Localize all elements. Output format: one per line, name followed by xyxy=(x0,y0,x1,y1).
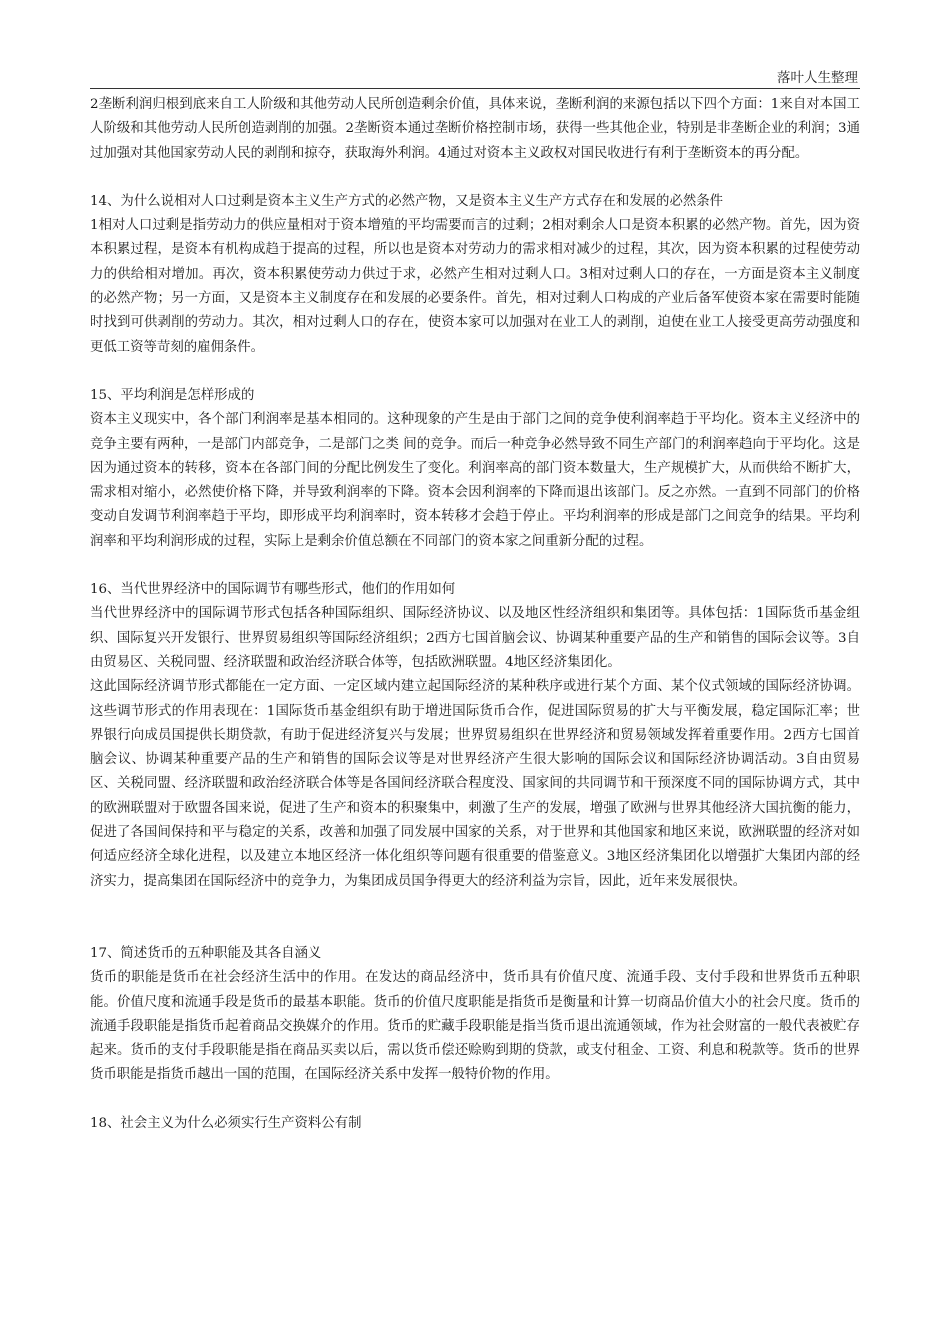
spacer xyxy=(90,894,860,942)
question-18-title: 18、社会主义为什么必须实行生产资料公有制 xyxy=(90,1115,362,1131)
spacer xyxy=(90,1088,860,1112)
question-17-title: 17、简述货币的五种职能及其各自涵义 xyxy=(90,945,322,961)
question-14-answer: 1相对人口过剩是指劳动力的供应量相对于资本增殖的平均需要而言的过剩；2相对剩余人口是资本积累的必然产物。首先，因为资本积累过程，是资本有机构成趋于提高的过程，所以也是资本对劳动力的需求相对减少的过程，其次，因为资本积累的过程使劳动力的供给相对增加。再次，资本积累使劳动力供过于求，必然产生相对过剩人口。3相对过剩人口的存在，一方面是资本主义制度的必然产物；另一方面，又是资本主义制度存在和发展的必要条件。首先，相对过剩人口构成的产业后备军使资本家在需要时能随时找到可供剥削的劳动力。其次，相对过剩人口的存在，使资本家可以加强对在业工人的剥削，迫使在业工人接受更高劳动强度和更低工资等苛刻的雇佣条件。 xyxy=(90,218,860,355)
intro-paragraph: 2垄断利润归根到底来自工人阶级和其他劳动人民所创造剩余价值，具体来说，垄断利润的来源包括以下四个方面：1来自对本国工人阶级和其他劳动人民所创造剥削的加强。2垄断资本通过垄断价格控制市场，获得一些其他企业，特别是非垄断企业的利润；3通过加强对其他国家劳动人民的剥削和掠夺，获取海外利润。4通过对资本主义政权对国民收进行有利于垄断资本的再分配。 xyxy=(90,97,860,161)
question-17-answer: 货币的职能是货币在社会经济生活中的作用。在发达的商品经济中，货币具有价值尺度、流通手段、支付手段和世界货币五种职能。价值尺度和流通手段是货币的最基本职能。货币的价值尺度职能是指货币是衡量和计算一切商品价值大小的社会尺度。货币的流通手段职能是指货币起着商品交换媒介的作用。货币的贮藏手段职能是指当货币退出流通领域，作为社会财富的一般代表被贮存起来。货币的支付手段职能是指在商品买卖以后，需以货币偿还赊购到期的贷款，或支付租金、工资、利息和税款等。货币的世界货币职能是指货币越出一国的范围，在国际经济关系中发挥一般特价物的作用。 xyxy=(90,970,860,1083)
question-14-title: 14、为什么说相对人口过剩是资本主义生产方式的必然产物，又是资本主义生产方式存在和发展的必然条件 xyxy=(90,193,724,209)
question-15-title: 15、平均利润是怎样形成的 xyxy=(90,387,255,403)
document-body xyxy=(90,93,860,1136)
spacer xyxy=(90,166,860,190)
question-16-answer-part-1: 当代世界经济中的国际调节形式包括各种国际组织、国际经济协议、以及地区性经济组织和集团等。具体包括：1国际货币基金组织、国际复兴开发银行、世界贸易组织等国际经济组织；2西方七国首脑会议、协调某种重要产品的生产和销售的国际会议等。3自由贸易区、关税同盟、经济联盟和政治经济联合体等，包括欧洲联盟。4地区经济集团化。 xyxy=(90,606,860,670)
question-16-answer-part-2: 这此国际经济调节形式都能在一定方面、一定区域内建立起国际经济的某种秩序或进行某个方面、某个仪式领域的国际经济协调。这些调节形式的作用表现在：1国际货币基金组织有助于增进国际货币合作，促进国际贸易的扩大与平衡发展，稳定国际汇率；世界银行向成员国提供长期贷款，有助于促进经济复兴与发展；世界贸易组织在世界经济和贸易领域发挥着重要作用。2西方七国首脑会议、协调某种重要产品的生产和销售的国际会议等是对世界经济产生很大影响的国际会议和国际经济协调活动。3自由贸易区、关税同盟、经济联盟和政治经济联合体等是各国间经济联合程度没、国家间的共同调节和干预深度不同的国际协调方式，其中的欧洲联盟对于欧盟各国来说，促进了生产和资本的积聚集中，刺激了生产的发展，增强了欧洲与世界其他经济大国抗衡的能力，促进了各国间保持和平与稳定的关系，改善和加强了同发展中国家的关系，对于世界和其他国家和地区来说，欧洲联盟的经济对如何适应经济全球化进程，以及建立本地区经济一体化组织等问题有很重要的借鉴意义。3地区经济集团化以增强扩大集团内部的经济实力，提高集团在国际经济中的竞争力，为集团成员国争得更大的经济利益为宗旨，因此，近年来发展很快。 xyxy=(90,679,860,889)
question-15-answer: 资本主义现实中，各个部门利润率是基本相同的。这种现象的产生是由于部门之间的竞争使利润率趋于平均化。资本主义经济中的竞争主要有两种，一是部门内部竞争，二是部门之类 间的竞争。而后一种竞争必然导致不同生产部门的利润率趋向于平均化。这是因为通过资本的转移，资本在各部门间的分配比例发生了变化。利润率高的部门资本数量大，生产规模扩大，从而供给不断扩大，需求相对缩小，必然使价格下降，并导致利润率的下降。资本会因利润率的下降而退出该部门。反之亦然。一直到不同部门的价格变动自发调节利润率趋于平均，即形成平均利润率时，资本转移才会趋于停止。平均利润率的形成是部门之间竞争的结果。平均利润率和平均利润形成的过程，实际上是剩余价值总额在不同部门的资本家之间重新分配的过程。 xyxy=(90,412,860,549)
header-title: 落叶人生整理 xyxy=(777,70,858,86)
question-16-title: 16、当代世界经济中的国际调节有哪些形式，他们的作用如何 xyxy=(90,582,456,598)
spacer xyxy=(90,360,860,384)
spacer xyxy=(90,554,860,578)
page-header xyxy=(90,62,860,89)
